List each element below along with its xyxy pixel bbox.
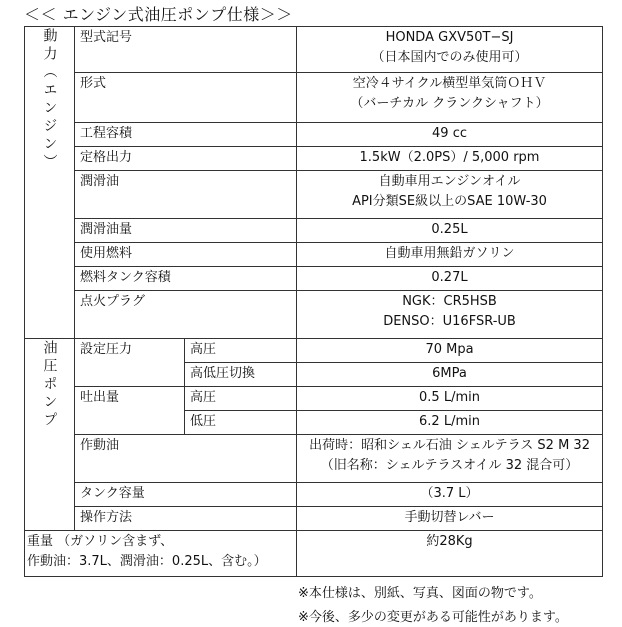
spec-value-displacement: 49 cc [297,123,603,147]
spec-label-discharge: 吐出量 [75,387,185,435]
spec-label-displacement: 工程容積 [75,123,297,147]
spec-label-hydraulic-oil: 作動油 [75,435,297,483]
spec-label-spark-plug: 点火プラグ [75,291,297,339]
spec-label-fuel-tank: 燃料タンク容積 [75,267,297,291]
spec-value-tank-capacity: （3.7 L） [297,483,603,507]
spec-label-set-pressure: 設定圧力 [75,339,185,387]
spec-value-spark-plug: NGK：CR5HSB DENSO：U16FSR-UB [297,291,603,339]
spec-value-hydraulic-oil: 出荷時：昭和シェル石油 シェルテラス S2 M 32 （旧名称：シェルテラスオイル 32 混合可） [297,435,603,483]
page-title: ＜＜ エンジン式油圧ポンプ仕様＞＞ [24,5,293,24]
pump-group-label: 油圧ポンプ [25,339,75,531]
spec-label-weight: 重量 （ガソリン含まず、 作動油：3.7L、潤滑油：0.25L、含む。） [25,531,297,577]
spec-value-discharge-high: 0.5 L/min [297,387,603,411]
spec-value-model: HONDA GXV50T−SJ （日本国内でのみ使用可） [297,27,603,73]
note-change-notice: ※今後、多少の変更がある可能性があります。 [298,610,568,625]
spec-label-fuel: 使用燃料 [75,243,297,267]
engine-group-label: 動力（エンジン） [25,27,75,339]
spec-value-high-pressure: 70 Mpa [297,339,603,363]
spec-value-switch-pressure: 6MPa [297,363,603,387]
spec-sublabel-discharge-high: 高圧 [185,387,297,411]
spec-sublabel-high-pressure: 高圧 [185,339,297,363]
spec-label-model: 型式記号 [75,27,297,73]
spec-value-lubricant-amount: 0.25L [297,219,603,243]
spec-value-rated-output: 1.5kW（2.0PS）/ 5,000 rpm [297,147,603,171]
spec-label-rated-output: 定格出力 [75,147,297,171]
spec-label-lubricant: 潤滑油 [75,171,297,219]
spec-value-lubricant: 自動車用エンジンオイル API分類SE級以上のSAE 10W-30 [297,171,603,219]
spec-label-lubricant-amount: 潤滑油量 [75,219,297,243]
spec-value-discharge-low: 6.2 L/min [297,411,603,435]
spec-table [24,26,603,577]
spec-sublabel-switch-pressure: 高低圧切換 [185,363,297,387]
spec-value-weight: 約28Kg [297,531,603,577]
spec-value-operation: 手動切替レバー [297,507,603,531]
spec-label-type: 形式 [75,73,297,123]
spec-sublabel-discharge-low: 低圧 [185,411,297,435]
spec-label-operation: 操作方法 [75,507,297,531]
spec-value-fuel: 自動車用無鉛ガソリン [297,243,603,267]
spec-value-type: 空冷４サイクル横型単気筒ＯＨＶ （バーチカル クランクシャフト） [297,73,603,123]
note-spec-reference: ※本仕様は、別紙、写真、図面の物です。 [298,586,542,601]
spec-value-fuel-tank: 0.27L [297,267,603,291]
spec-label-tank-capacity: タンク容量 [75,483,297,507]
